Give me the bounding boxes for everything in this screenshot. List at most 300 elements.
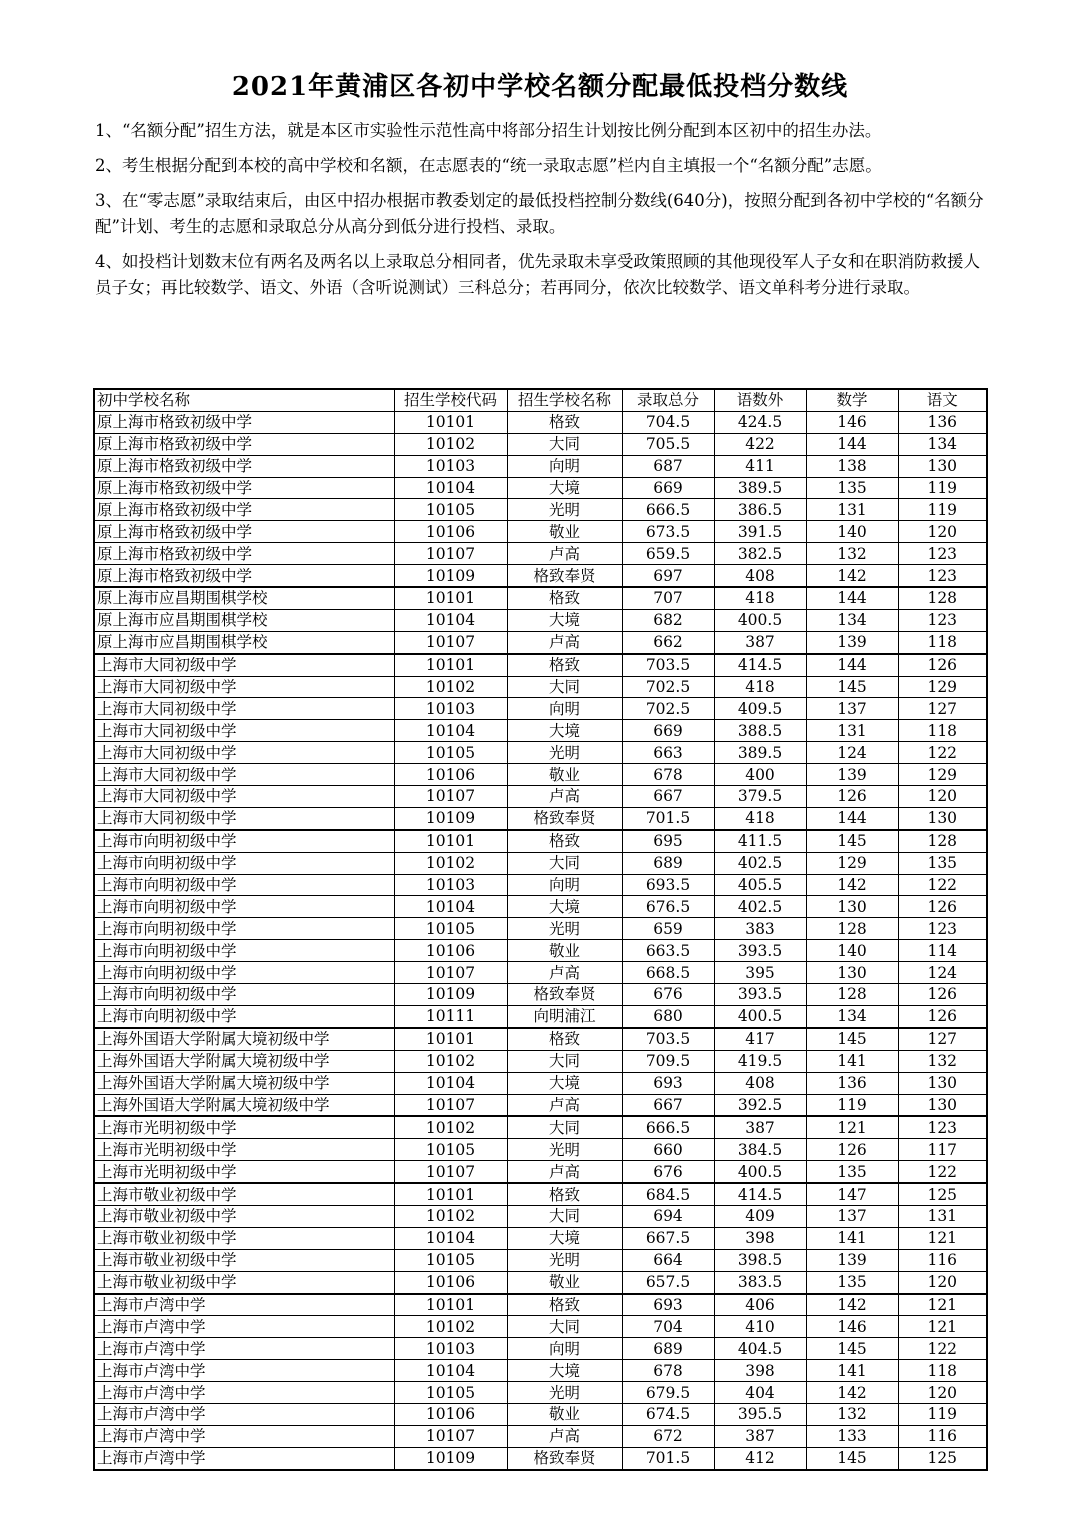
cell-school-code: 10102 bbox=[394, 1116, 507, 1138]
cell-school-code: 10101 bbox=[394, 411, 507, 433]
cell-three-subjects: 391.5 bbox=[714, 521, 806, 543]
cell-junior-school: 上海市大同初级中学 bbox=[94, 742, 394, 764]
table-row bbox=[94, 1161, 987, 1183]
cell-junior-school: 上海市敬业初级中学 bbox=[94, 1183, 394, 1205]
cell-junior-school: 原上海市应昌期围棋学校 bbox=[94, 631, 394, 653]
cell-junior-school: 上海市向明初级中学 bbox=[94, 918, 394, 940]
cell-school-code: 10107 bbox=[394, 1161, 507, 1183]
cell-junior-school: 上海市卢湾中学 bbox=[94, 1425, 394, 1447]
cell-school-name: 格致 bbox=[507, 1294, 622, 1316]
note-1: 1、“名额分配”招生方法，就是本区市实验性示范性高中将部分招生计划按比例分配到本区初中的招生办法。 bbox=[95, 121, 882, 140]
table-row bbox=[94, 455, 987, 477]
header-math: 数学 bbox=[806, 389, 898, 411]
cell-school-code: 10101 bbox=[394, 1183, 507, 1205]
cell-math: 140 bbox=[806, 521, 898, 543]
cell-chinese: 123 bbox=[898, 609, 987, 631]
cell-school-code: 10107 bbox=[394, 962, 507, 984]
cell-total-score: 669 bbox=[622, 477, 714, 499]
cell-three-subjects: 400.5 bbox=[714, 609, 806, 631]
cell-junior-school: 上海市光明初级中学 bbox=[94, 1139, 394, 1161]
table-row bbox=[94, 1447, 987, 1469]
cell-junior-school: 原上海市格致初级中学 bbox=[94, 543, 394, 565]
cell-three-subjects: 411 bbox=[714, 455, 806, 477]
table-row bbox=[94, 1072, 987, 1094]
cell-school-name: 向明 bbox=[507, 1338, 622, 1360]
cell-math: 131 bbox=[806, 499, 898, 521]
cell-three-subjects: 402.5 bbox=[714, 896, 806, 918]
cell-school-name: 格致 bbox=[507, 587, 622, 609]
table-row bbox=[94, 1139, 987, 1161]
cell-school-name: 光明 bbox=[507, 918, 622, 940]
cell-math: 139 bbox=[806, 764, 898, 786]
cell-school-code: 10105 bbox=[394, 742, 507, 764]
cell-math: 135 bbox=[806, 477, 898, 499]
cell-total-score: 668.5 bbox=[622, 962, 714, 984]
cell-junior-school: 原上海市格致初级中学 bbox=[94, 521, 394, 543]
cell-junior-school: 上海市卢湾中学 bbox=[94, 1316, 394, 1338]
table-row bbox=[94, 565, 987, 587]
cell-total-score: 663 bbox=[622, 742, 714, 764]
cell-junior-school: 上海市光明初级中学 bbox=[94, 1116, 394, 1138]
cell-school-name: 格致 bbox=[507, 830, 622, 852]
cell-math: 138 bbox=[806, 455, 898, 477]
cell-chinese: 118 bbox=[898, 1360, 987, 1382]
cell-school-code: 10106 bbox=[394, 521, 507, 543]
cell-math: 119 bbox=[806, 1094, 898, 1116]
table-row bbox=[94, 807, 987, 829]
table-row bbox=[94, 543, 987, 565]
cell-chinese: 127 bbox=[898, 698, 987, 720]
cell-junior-school: 上海外国语大学附属大境初级中学 bbox=[94, 1094, 394, 1116]
cell-chinese: 120 bbox=[898, 521, 987, 543]
table-row bbox=[94, 1205, 987, 1227]
cell-chinese: 125 bbox=[898, 1183, 987, 1205]
cell-total-score: 695 bbox=[622, 830, 714, 852]
cell-school-name: 向明浦江 bbox=[507, 1005, 622, 1027]
cell-math: 142 bbox=[806, 1294, 898, 1316]
cell-three-subjects: 406 bbox=[714, 1294, 806, 1316]
cell-school-name: 大同 bbox=[507, 852, 622, 874]
cell-total-score: 684.5 bbox=[622, 1183, 714, 1205]
table-row bbox=[94, 698, 987, 720]
cell-chinese: 123 bbox=[898, 565, 987, 587]
cell-math: 126 bbox=[806, 1139, 898, 1161]
page-title: 2021年黄浦区各初中学校名额分配最低投档分数线 bbox=[231, 72, 849, 102]
cell-junior-school: 上海外国语大学附属大境初级中学 bbox=[94, 1072, 394, 1094]
cell-school-code: 10102 bbox=[394, 1316, 507, 1338]
cell-three-subjects: 384.5 bbox=[714, 1139, 806, 1161]
cell-chinese: 121 bbox=[898, 1294, 987, 1316]
cell-total-score: 669 bbox=[622, 720, 714, 742]
header-chinese: 语文 bbox=[898, 389, 987, 411]
cell-math: 136 bbox=[806, 1072, 898, 1094]
cell-total-score: 701.5 bbox=[622, 807, 714, 829]
cell-three-subjects: 424.5 bbox=[714, 411, 806, 433]
cell-school-name: 卢高 bbox=[507, 962, 622, 984]
cell-school-code: 10104 bbox=[394, 609, 507, 631]
cell-chinese: 122 bbox=[898, 874, 987, 896]
cell-junior-school: 上海市敬业初级中学 bbox=[94, 1249, 394, 1271]
cell-school-name: 敬业 bbox=[507, 1271, 622, 1293]
cell-three-subjects: 408 bbox=[714, 1072, 806, 1094]
cell-math: 133 bbox=[806, 1425, 898, 1447]
cell-school-code: 10106 bbox=[394, 764, 507, 786]
cell-school-name: 大境 bbox=[507, 720, 622, 742]
cell-junior-school: 上海市卢湾中学 bbox=[94, 1360, 394, 1382]
cell-junior-school: 上海市卢湾中学 bbox=[94, 1338, 394, 1360]
cell-total-score: 678 bbox=[622, 764, 714, 786]
cell-junior-school: 原上海市格致初级中学 bbox=[94, 499, 394, 521]
cell-junior-school: 原上海市格致初级中学 bbox=[94, 455, 394, 477]
cell-school-code: 10107 bbox=[394, 1094, 507, 1116]
cell-chinese: 123 bbox=[898, 1116, 987, 1138]
cell-school-name: 大境 bbox=[507, 1072, 622, 1094]
cell-total-score: 693.5 bbox=[622, 874, 714, 896]
cell-school-code: 10104 bbox=[394, 896, 507, 918]
cell-chinese: 120 bbox=[898, 786, 987, 808]
cell-junior-school: 上海外国语大学附属大境初级中学 bbox=[94, 1050, 394, 1072]
table-row bbox=[94, 411, 987, 433]
header-three-subjects: 语数外 bbox=[714, 389, 806, 411]
cell-math: 132 bbox=[806, 1403, 898, 1425]
cell-school-name: 大同 bbox=[507, 676, 622, 698]
cell-math: 140 bbox=[806, 940, 898, 962]
cell-math: 137 bbox=[806, 1205, 898, 1227]
cell-junior-school: 原上海市格致初级中学 bbox=[94, 433, 394, 455]
cell-school-code: 10111 bbox=[394, 1005, 507, 1027]
cell-math: 144 bbox=[806, 433, 898, 455]
table-row bbox=[94, 433, 987, 455]
cell-three-subjects: 419.5 bbox=[714, 1050, 806, 1072]
cell-three-subjects: 409 bbox=[714, 1205, 806, 1227]
cell-total-score: 660 bbox=[622, 1139, 714, 1161]
cell-school-name: 大同 bbox=[507, 1316, 622, 1338]
table-row bbox=[94, 1249, 987, 1271]
cell-math: 146 bbox=[806, 411, 898, 433]
cell-total-score: 694 bbox=[622, 1205, 714, 1227]
cell-math: 144 bbox=[806, 587, 898, 609]
cell-school-name: 卢高 bbox=[507, 543, 622, 565]
cell-three-subjects: 398 bbox=[714, 1227, 806, 1249]
cell-math: 135 bbox=[806, 1161, 898, 1183]
table-row bbox=[94, 1316, 987, 1338]
cell-chinese: 118 bbox=[898, 631, 987, 653]
cell-school-code: 10105 bbox=[394, 499, 507, 521]
notes-section bbox=[95, 118, 985, 310]
cell-math: 142 bbox=[806, 874, 898, 896]
cell-total-score: 674.5 bbox=[622, 1403, 714, 1425]
cell-school-code: 10107 bbox=[394, 543, 507, 565]
cell-math: 128 bbox=[806, 984, 898, 1006]
cell-chinese: 129 bbox=[898, 764, 987, 786]
table-row bbox=[94, 896, 987, 918]
table-row bbox=[94, 1338, 987, 1360]
cell-school-code: 10103 bbox=[394, 1338, 507, 1360]
cell-school-code: 10105 bbox=[394, 1249, 507, 1271]
cell-school-name: 光明 bbox=[507, 1139, 622, 1161]
cell-chinese: 121 bbox=[898, 1227, 987, 1249]
cell-chinese: 120 bbox=[898, 1271, 987, 1293]
cell-junior-school: 上海市向明初级中学 bbox=[94, 962, 394, 984]
cell-three-subjects: 422 bbox=[714, 433, 806, 455]
cell-three-subjects: 392.5 bbox=[714, 1094, 806, 1116]
score-table bbox=[93, 388, 988, 1471]
table-row bbox=[94, 609, 987, 631]
cell-school-name: 敬业 bbox=[507, 521, 622, 543]
cell-school-name: 大同 bbox=[507, 1116, 622, 1138]
table-row bbox=[94, 786, 987, 808]
cell-total-score: 703.5 bbox=[622, 654, 714, 676]
cell-school-name: 卢高 bbox=[507, 786, 622, 808]
cell-school-code: 10104 bbox=[394, 1360, 507, 1382]
cell-school-code: 10106 bbox=[394, 1271, 507, 1293]
cell-junior-school: 原上海市应昌期围棋学校 bbox=[94, 609, 394, 631]
table-row bbox=[94, 1227, 987, 1249]
cell-math: 145 bbox=[806, 1028, 898, 1050]
cell-math: 130 bbox=[806, 896, 898, 918]
cell-junior-school: 原上海市应昌期围棋学校 bbox=[94, 587, 394, 609]
cell-junior-school: 原上海市格致初级中学 bbox=[94, 477, 394, 499]
cell-school-code: 10105 bbox=[394, 918, 507, 940]
cell-three-subjects: 414.5 bbox=[714, 654, 806, 676]
cell-junior-school: 原上海市格致初级中学 bbox=[94, 565, 394, 587]
cell-three-subjects: 389.5 bbox=[714, 477, 806, 499]
cell-junior-school: 上海市卢湾中学 bbox=[94, 1382, 394, 1404]
cell-total-score: 667 bbox=[622, 1094, 714, 1116]
cell-school-name: 敬业 bbox=[507, 940, 622, 962]
cell-junior-school: 上海市敬业初级中学 bbox=[94, 1205, 394, 1227]
cell-school-code: 10104 bbox=[394, 477, 507, 499]
cell-math: 142 bbox=[806, 565, 898, 587]
cell-chinese: 118 bbox=[898, 720, 987, 742]
cell-total-score: 701.5 bbox=[622, 1447, 714, 1469]
cell-school-name: 大同 bbox=[507, 433, 622, 455]
cell-math: 141 bbox=[806, 1360, 898, 1382]
cell-school-name: 卢高 bbox=[507, 1425, 622, 1447]
cell-junior-school: 上海市大同初级中学 bbox=[94, 720, 394, 742]
cell-math: 130 bbox=[806, 962, 898, 984]
cell-junior-school: 上海市卢湾中学 bbox=[94, 1403, 394, 1425]
cell-school-code: 10105 bbox=[394, 1139, 507, 1161]
cell-math: 141 bbox=[806, 1050, 898, 1072]
cell-math: 126 bbox=[806, 786, 898, 808]
cell-math: 144 bbox=[806, 654, 898, 676]
cell-school-name: 大境 bbox=[507, 1360, 622, 1382]
cell-three-subjects: 404 bbox=[714, 1382, 806, 1404]
cell-total-score: 687 bbox=[622, 455, 714, 477]
cell-total-score: 666.5 bbox=[622, 1116, 714, 1138]
cell-chinese: 117 bbox=[898, 1139, 987, 1161]
table-row bbox=[94, 874, 987, 896]
cell-three-subjects: 405.5 bbox=[714, 874, 806, 896]
table-row bbox=[94, 1271, 987, 1293]
cell-junior-school: 上海市大同初级中学 bbox=[94, 698, 394, 720]
cell-school-name: 大同 bbox=[507, 1050, 622, 1072]
cell-junior-school: 上海市大同初级中学 bbox=[94, 676, 394, 698]
cell-school-name: 光明 bbox=[507, 499, 622, 521]
cell-total-score: 678 bbox=[622, 1360, 714, 1382]
cell-math: 132 bbox=[806, 543, 898, 565]
cell-chinese: 127 bbox=[898, 1028, 987, 1050]
cell-chinese: 114 bbox=[898, 940, 987, 962]
table-row bbox=[94, 940, 987, 962]
cell-school-code: 10102 bbox=[394, 676, 507, 698]
header-junior-school: 初中学校名称 bbox=[94, 389, 394, 411]
cell-chinese: 123 bbox=[898, 918, 987, 940]
cell-junior-school: 上海市卢湾中学 bbox=[94, 1294, 394, 1316]
table-row bbox=[94, 1382, 987, 1404]
cell-three-subjects: 400.5 bbox=[714, 1161, 806, 1183]
cell-math: 128 bbox=[806, 918, 898, 940]
cell-school-code: 10104 bbox=[394, 1227, 507, 1249]
cell-junior-school: 上海市大同初级中学 bbox=[94, 807, 394, 829]
cell-junior-school: 上海市光明初级中学 bbox=[94, 1161, 394, 1183]
cell-chinese: 135 bbox=[898, 852, 987, 874]
cell-three-subjects: 388.5 bbox=[714, 720, 806, 742]
cell-chinese: 122 bbox=[898, 1161, 987, 1183]
cell-school-code: 10107 bbox=[394, 631, 507, 653]
cell-three-subjects: 418 bbox=[714, 676, 806, 698]
header-total-score: 录取总分 bbox=[622, 389, 714, 411]
cell-school-code: 10101 bbox=[394, 1028, 507, 1050]
cell-total-score: 659 bbox=[622, 918, 714, 940]
cell-three-subjects: 393.5 bbox=[714, 984, 806, 1006]
table-row bbox=[94, 1294, 987, 1316]
cell-school-code: 10103 bbox=[394, 874, 507, 896]
cell-school-code: 10104 bbox=[394, 720, 507, 742]
cell-chinese: 116 bbox=[898, 1425, 987, 1447]
cell-total-score: 702.5 bbox=[622, 676, 714, 698]
cell-three-subjects: 387 bbox=[714, 631, 806, 653]
table-row bbox=[94, 1050, 987, 1072]
cell-chinese: 132 bbox=[898, 1050, 987, 1072]
cell-total-score: 676 bbox=[622, 1161, 714, 1183]
cell-three-subjects: 400.5 bbox=[714, 1005, 806, 1027]
cell-chinese: 119 bbox=[898, 1403, 987, 1425]
cell-total-score: 659.5 bbox=[622, 543, 714, 565]
table-row bbox=[94, 676, 987, 698]
cell-chinese: 120 bbox=[898, 1382, 987, 1404]
cell-total-score: 693 bbox=[622, 1294, 714, 1316]
cell-junior-school: 上海市向明初级中学 bbox=[94, 940, 394, 962]
cell-three-subjects: 410 bbox=[714, 1316, 806, 1338]
cell-math: 134 bbox=[806, 609, 898, 631]
cell-three-subjects: 387 bbox=[714, 1425, 806, 1447]
note-2: 2、考生根据分配到本校的高中学校和名额，在志愿表的“统一录取志愿”栏内自主填报一个“名额分配”志愿。 bbox=[95, 156, 882, 175]
cell-three-subjects: 412 bbox=[714, 1447, 806, 1469]
cell-chinese: 124 bbox=[898, 962, 987, 984]
cell-school-code: 10106 bbox=[394, 1403, 507, 1425]
cell-school-name: 大境 bbox=[507, 1227, 622, 1249]
cell-chinese: 119 bbox=[898, 477, 987, 499]
table-row bbox=[94, 852, 987, 874]
cell-math: 147 bbox=[806, 1183, 898, 1205]
table-row bbox=[94, 1094, 987, 1116]
cell-math: 145 bbox=[806, 1338, 898, 1360]
cell-chinese: 126 bbox=[898, 654, 987, 676]
cell-school-name: 格致 bbox=[507, 1028, 622, 1050]
table-row bbox=[94, 1005, 987, 1027]
table-row bbox=[94, 631, 987, 653]
cell-school-code: 10106 bbox=[394, 940, 507, 962]
cell-total-score: 662 bbox=[622, 631, 714, 653]
cell-school-name: 大同 bbox=[507, 1205, 622, 1227]
cell-chinese: 128 bbox=[898, 587, 987, 609]
cell-school-code: 10107 bbox=[394, 1425, 507, 1447]
cell-total-score: 704 bbox=[622, 1316, 714, 1338]
table-row bbox=[94, 1028, 987, 1050]
cell-chinese: 116 bbox=[898, 1249, 987, 1271]
cell-three-subjects: 382.5 bbox=[714, 543, 806, 565]
cell-math: 121 bbox=[806, 1116, 898, 1138]
cell-math: 129 bbox=[806, 852, 898, 874]
table-row bbox=[94, 962, 987, 984]
cell-school-name: 格致 bbox=[507, 1183, 622, 1205]
cell-school-code: 10103 bbox=[394, 698, 507, 720]
cell-math: 139 bbox=[806, 631, 898, 653]
cell-three-subjects: 383 bbox=[714, 918, 806, 940]
cell-three-subjects: 398 bbox=[714, 1360, 806, 1382]
cell-total-score: 703.5 bbox=[622, 1028, 714, 1050]
cell-school-name: 光明 bbox=[507, 1382, 622, 1404]
cell-total-score: 693 bbox=[622, 1072, 714, 1094]
cell-total-score: 680 bbox=[622, 1005, 714, 1027]
table-row bbox=[94, 1403, 987, 1425]
cell-math: 131 bbox=[806, 720, 898, 742]
table-row bbox=[94, 764, 987, 786]
cell-junior-school: 上海市向明初级中学 bbox=[94, 1005, 394, 1027]
cell-school-name: 光明 bbox=[507, 1249, 622, 1271]
cell-total-score: 689 bbox=[622, 1338, 714, 1360]
cell-chinese: 126 bbox=[898, 1005, 987, 1027]
cell-total-score: 663.5 bbox=[622, 940, 714, 962]
cell-junior-school: 上海市大同初级中学 bbox=[94, 654, 394, 676]
cell-three-subjects: 386.5 bbox=[714, 499, 806, 521]
cell-total-score: 657.5 bbox=[622, 1271, 714, 1293]
cell-chinese: 130 bbox=[898, 1094, 987, 1116]
header-school-code: 招生学校代码 bbox=[394, 389, 507, 411]
cell-chinese: 123 bbox=[898, 543, 987, 565]
cell-three-subjects: 404.5 bbox=[714, 1338, 806, 1360]
cell-math: 134 bbox=[806, 1005, 898, 1027]
cell-junior-school: 上海市敬业初级中学 bbox=[94, 1227, 394, 1249]
cell-chinese: 122 bbox=[898, 1338, 987, 1360]
cell-school-name: 大境 bbox=[507, 896, 622, 918]
cell-three-subjects: 395.5 bbox=[714, 1403, 806, 1425]
cell-school-code: 10102 bbox=[394, 852, 507, 874]
cell-school-name: 大境 bbox=[507, 477, 622, 499]
cell-total-score: 709.5 bbox=[622, 1050, 714, 1072]
cell-total-score: 666.5 bbox=[622, 499, 714, 521]
cell-total-score: 697 bbox=[622, 565, 714, 587]
cell-school-name: 向明 bbox=[507, 455, 622, 477]
cell-school-code: 10105 bbox=[394, 1382, 507, 1404]
cell-school-name: 光明 bbox=[507, 742, 622, 764]
cell-total-score: 673.5 bbox=[622, 521, 714, 543]
cell-three-subjects: 417 bbox=[714, 1028, 806, 1050]
table-row bbox=[94, 587, 987, 609]
cell-school-code: 10101 bbox=[394, 830, 507, 852]
table-row bbox=[94, 521, 987, 543]
cell-chinese: 130 bbox=[898, 807, 987, 829]
cell-school-code: 10104 bbox=[394, 1072, 507, 1094]
cell-math: 144 bbox=[806, 807, 898, 829]
cell-school-name: 格致奉贤 bbox=[507, 807, 622, 829]
cell-junior-school: 上海市向明初级中学 bbox=[94, 852, 394, 874]
cell-school-name: 卢高 bbox=[507, 1161, 622, 1183]
cell-math: 139 bbox=[806, 1249, 898, 1271]
cell-junior-school: 上海外国语大学附属大境初级中学 bbox=[94, 1028, 394, 1050]
